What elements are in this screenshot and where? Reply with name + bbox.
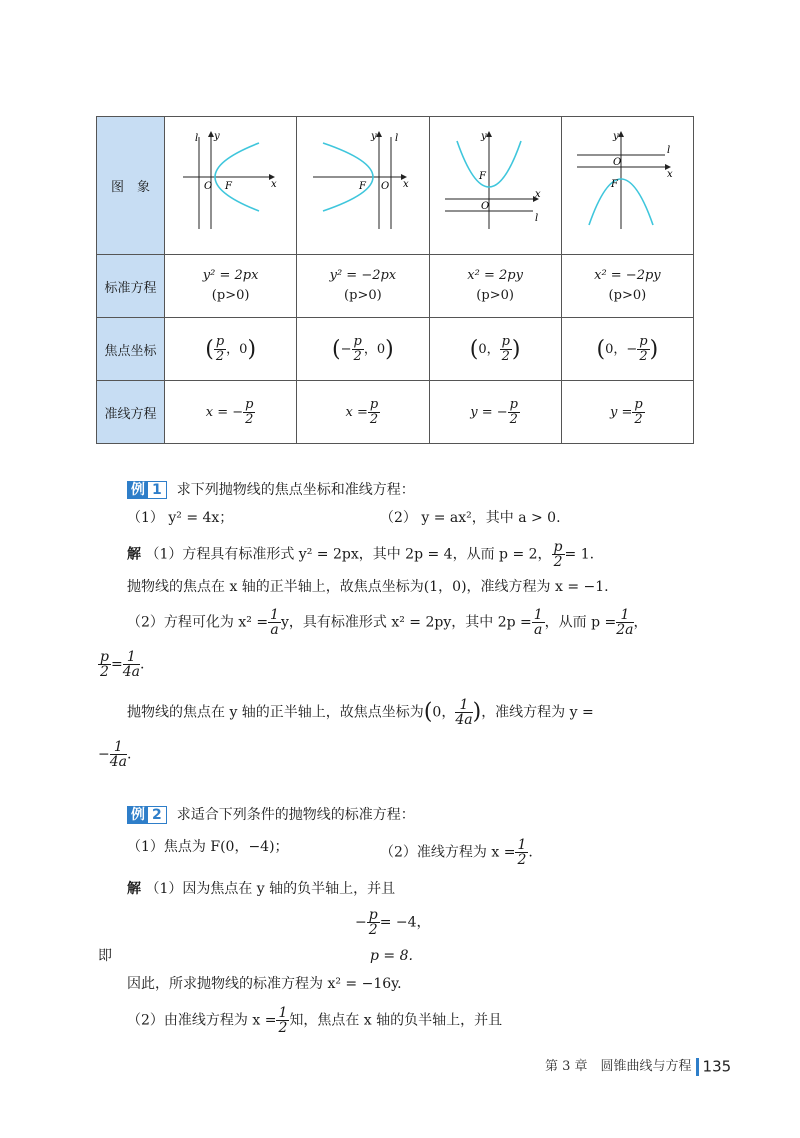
- row-header: 标准方程: [97, 255, 165, 318]
- example2-ji: 即: [98, 948, 112, 964]
- origin-label: O: [203, 180, 212, 192]
- example2-eq1: − $\frac{p}{2}$ = −4，: [355, 907, 431, 938]
- svg-text:F: F: [358, 180, 366, 192]
- directrix-cell: y = $\frac{p}{2}$: [561, 381, 693, 444]
- row-header: 图 象: [97, 117, 165, 255]
- svg-text:O: O: [613, 156, 622, 168]
- std-eq-cell: y² = −2px (p>0): [297, 255, 429, 318]
- example1-solution-line5: 抛物线的焦点在 y 轴的正半轴上，故焦点坐标为(0， $\frac{1}{4a}$ )，准线方程为 y =: [127, 697, 594, 728]
- example2-questions: （1）焦点为 F(0，−4)； （2）准线方程为 x = $\frac{1}{2}$ .: [127, 837, 533, 868]
- row-header: 准线方程: [97, 381, 165, 444]
- focus-cell: (0， $\frac{p}{2}$ ): [429, 318, 561, 381]
- svg-text:O: O: [481, 200, 490, 212]
- focus-cell: (− $\frac{p}{2}$ ，0): [297, 318, 429, 381]
- parabola-graph-left: [303, 129, 423, 239]
- svg-text:y: y: [613, 130, 620, 142]
- example1-solution-line3: （2）方程可化为 x² = $\frac{1}{a}$ y，具有标准形式 x² = 2py，其中 2p = $\frac{1}{a}$ ，从而 p = $\frac{1}{2a}$ ，: [127, 607, 648, 638]
- directrix-label: l: [194, 132, 198, 144]
- svg-text:x: x: [402, 178, 409, 190]
- svg-text:l: l: [535, 212, 539, 224]
- page-number: 135: [702, 1057, 732, 1076]
- example-label: 例 1: [127, 481, 167, 499]
- focus-label: F: [224, 180, 232, 192]
- svg-text:F: F: [611, 178, 619, 190]
- table-row: [97, 117, 694, 255]
- example1-heading: 例 1 求下列抛物线的焦点坐标和准线方程：: [127, 481, 697, 499]
- chapter-title: 第 3 章 圆锥曲线与方程: [545, 1059, 692, 1074]
- directrix-cell: x = $\frac{p}{2}$: [297, 381, 429, 444]
- svg-text:y: y: [481, 130, 487, 142]
- example1-solution-line2: 抛物线的焦点在 x 轴的正半轴上，故焦点坐标为(1，0)，准线方程为 x = −1.: [127, 579, 609, 595]
- svg-text:x: x: [667, 168, 674, 180]
- focus-cell: ( $\frac{p}{2}$ ，0): [165, 318, 297, 381]
- example1-questions: （1） y² = 4x； （2） y = ax²，其中 a > 0.: [127, 510, 561, 526]
- std-eq-cell: x² = 2py (p>0): [429, 255, 561, 318]
- std-eq-cell: y² = 2px (p>0): [165, 255, 297, 318]
- example-label: 例 2: [127, 806, 167, 824]
- example2-solution-line2: （2）由准线方程为 x = $\frac{1}{2}$ 知，焦点在 x 轴的负半轴上，并且: [127, 1005, 503, 1036]
- example2-eq2: p = 8.: [370, 948, 413, 964]
- page-footer: [545, 1055, 731, 1076]
- example1-solution-line6: − $\frac{1}{4a}$ .: [98, 739, 132, 770]
- parabola-properties-table: [96, 116, 694, 444]
- graph-cell-up-opening: [429, 117, 561, 255]
- parabola-graph-right: [171, 129, 291, 239]
- example1-solution-line4: $\frac{p}{2}$ = $\frac{1}{4a}$ .: [100, 649, 145, 680]
- svg-text:l: l: [667, 144, 671, 156]
- graph-cell-right-opening: [165, 117, 297, 255]
- svg-text:x: x: [535, 188, 541, 200]
- footer-divider: [696, 1058, 699, 1076]
- std-eq-cell: x² = −2py (p>0): [561, 255, 693, 318]
- focus-cell: (0，− $\frac{p}{2}$ ): [561, 318, 693, 381]
- graph-cell-down-opening: [561, 117, 693, 255]
- example1-solution-line1: 解 （1）方程具有标准形式 y² = 2px，其中 2p = 4，从而 p = 2， $\frac{p}{2}$ = 1.: [127, 539, 595, 570]
- table-row: [97, 381, 694, 444]
- table-row: [97, 318, 694, 381]
- example2-therefore: 因此，所求抛物线的标准方程为 x² = −16y.: [127, 976, 402, 992]
- parabola-graph-down: [567, 129, 687, 239]
- example2-heading: 例 2 求适合下列条件的抛物线的标准方程：: [127, 806, 697, 824]
- svg-text:l: l: [394, 132, 399, 144]
- table-row: [97, 255, 694, 318]
- example2-solution-line1: 解 （1）因为焦点在 y 轴的负半轴上，并且: [127, 881, 396, 897]
- y-axis-label: y: [213, 130, 220, 142]
- x-axis-label: x: [270, 178, 277, 190]
- svg-text:y: y: [370, 130, 377, 142]
- svg-text:F: F: [479, 170, 487, 182]
- directrix-cell: x = − $\frac{p}{2}$: [165, 381, 297, 444]
- directrix-cell: y = − $\frac{p}{2}$: [429, 381, 561, 444]
- parabola-graph-up: [435, 129, 555, 239]
- graph-cell-left-opening: [297, 117, 429, 255]
- svg-text:O: O: [380, 180, 390, 192]
- row-header: 焦点坐标: [97, 318, 165, 381]
